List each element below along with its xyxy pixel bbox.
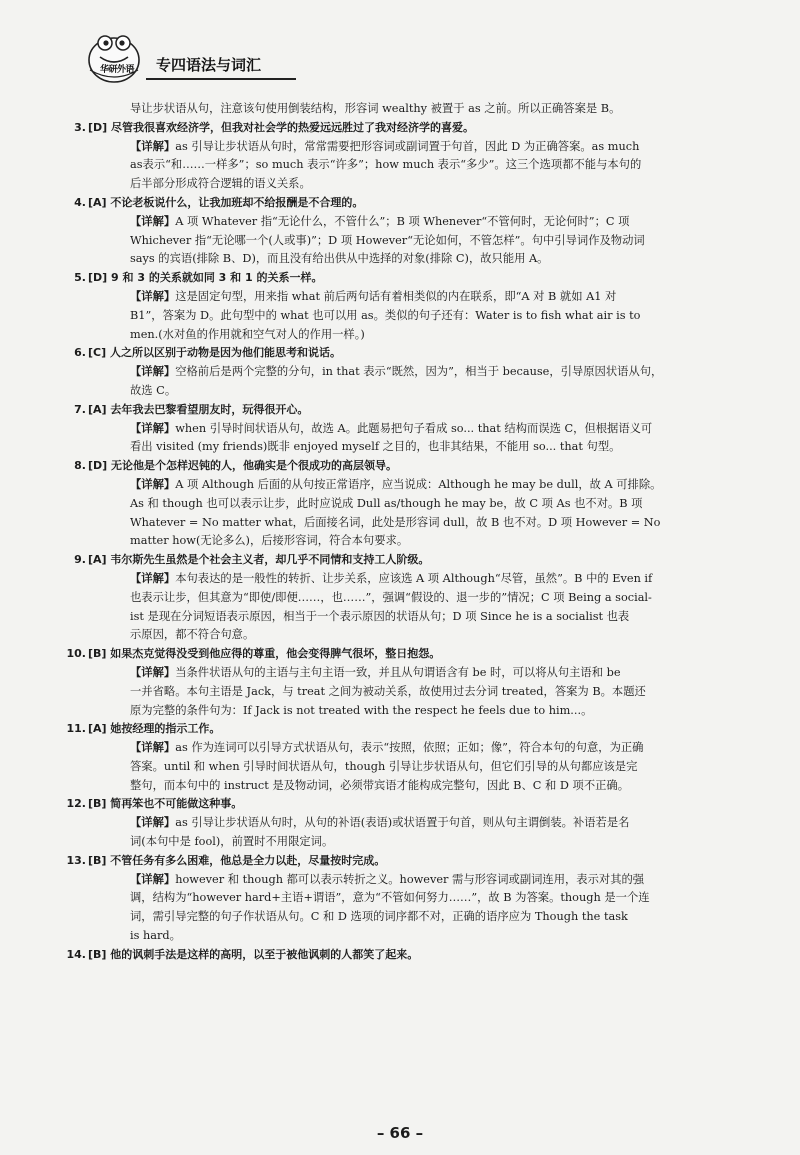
- translation-text: 她按经理的指示工作。: [110, 722, 221, 736]
- question-number: 9.: [74, 553, 86, 567]
- explanation-text: as 引导让步状语从句时，从句的补语(表语)或状语置于句首，则从句主谓倒装。补语若是名: [175, 816, 630, 830]
- explanation-line: [88, 814, 732, 833]
- explanation-label: 【详解】: [130, 289, 176, 303]
- explanation-continuation: 也表示让步，但其意为“即使/即便……，也……”，强调“假设的、退一步的”情况；C 项 Being a social-: [130, 590, 652, 604]
- question-number: 10.: [66, 647, 86, 661]
- explanation-text: however 和 though 都可以表示转折之义。however 需与形容词或副词连用，表示对其的强: [175, 872, 645, 886]
- explanation-continuation: As 和 though 也可以表示让步，此时应说成 Dull as/though he may be，故 C 项 As 也不对。B 项: [130, 496, 643, 510]
- question-answer-line: [74, 344, 732, 363]
- logo-text: 华研外语: [99, 65, 134, 75]
- explanation-label: 【详解】: [130, 571, 176, 585]
- explanation-text: when 引导时间状语从句，故选 A。此题易把句子看成 so... that 结构而误选 C，但根据语义可: [175, 421, 653, 435]
- translation-text: 如果杰克觉得没受到他应得的尊重，他会变得脾气很坏，整日抱怨。: [110, 647, 441, 661]
- explanation-continuation: 后半部分形成符合逻辑的语义关系。: [130, 177, 311, 191]
- question-answer-line: [74, 551, 732, 570]
- question-number: 6.: [74, 346, 86, 360]
- question-number: 14.: [66, 947, 86, 961]
- question-number: 13.: [66, 853, 86, 867]
- explanation-line: [88, 363, 732, 382]
- translation-text: 人之所以区别于动物是因为他们能思考和说话。: [109, 346, 341, 360]
- explanation-line: [88, 739, 732, 758]
- question-number: 8.: [74, 459, 86, 473]
- question-answer-line: [66, 645, 732, 664]
- answer-letter: [B]: [88, 797, 107, 811]
- explanation-text: 当条件状语从句的主语与主句主语一致，并且从句谓语含有 be 时，可以将从句主语和 be: [175, 665, 621, 679]
- explanation-label: 【详解】: [130, 365, 176, 379]
- explanation-continuation: 原为完整的条件句为：If Jack is not treated with the respect he feels due to him...。: [130, 703, 593, 717]
- question-answer-line: [66, 946, 732, 965]
- explanation-line: [88, 138, 732, 157]
- explanation-continuation: ist 是现在分词短语表示原因，相当于一个表示原因的状语从句；D 项 Since he is a socialist 也表: [130, 609, 630, 623]
- explanation-text: as 作为连词可以引导方式状语从句，表示“按照，依照；正如；像”，符合本句的句意，为正确: [175, 741, 644, 755]
- translation-text: 不管任务有多么困难，他总是全力以赴，尽量按时完成。: [110, 853, 386, 867]
- answer-letter: [A]: [88, 402, 107, 416]
- explanation-continuation: 答案。until 和 when 引导时间状语从句，though 引导让步状语从句，但它们引导的从句都应该是完: [130, 759, 638, 773]
- question-answer-line: [74, 269, 732, 288]
- question-answer-line: [66, 852, 732, 871]
- explanation-text: 这是固定句型，用来指 what 前后两句话有着相类似的内在联系，即“A 对 B 就如 A1 对: [175, 289, 617, 303]
- explanation-text: as 引导让步状语从句时，常常需要把形容词或副词置于句首，因此 D 为正确答案。as much: [175, 139, 640, 153]
- explanation-label: 【详解】: [130, 421, 176, 435]
- explanation-continuation: Whichever 指“无论哪一个(人或事)”；D 项 However“无论如何，不管怎样”。句中引导词作及物动词: [130, 233, 645, 247]
- question-number: 12.: [66, 797, 86, 811]
- answer-letter: [B]: [88, 853, 107, 867]
- explanation-continuation: 一并省略。本句主语是 Jack，与 treat 之间为被动关系，故使用过去分词 treated，答案为 B。本题还: [130, 684, 646, 698]
- explanation-continuation: 看出 visited (my friends)既非 enjoyed myself 之目的，也非其结果，不能用 so... that 句型。: [130, 440, 621, 454]
- translation-text: 9 和 3 的关系就如同 3 和 1 的关系一样。: [111, 271, 323, 285]
- explanation-line: [88, 664, 732, 683]
- explanation-continuation: 调，结构为“however hard+主语+谓语”，意为“不管如何努力……”，故 B 为答案。though 是一个连: [130, 891, 650, 905]
- question-answer-line: [74, 457, 732, 476]
- answer-letter: [A]: [88, 722, 107, 736]
- explanation-label: 【详解】: [130, 477, 176, 491]
- translation-text: 简再笨也不可能做这种事。: [110, 797, 243, 811]
- answer-letter: [A]: [88, 195, 107, 209]
- translation-text: 韦尔斯先生虽然是个社会主义者，却几乎不同情和支持工人阶级。: [110, 553, 430, 567]
- header-divider: [146, 78, 296, 80]
- explanation-line: [88, 213, 732, 232]
- explanation-continuation: 词，需引导完整的句子作状语从句。C 和 D 选项的词序都不对，正确的语序应为 Though the task: [130, 910, 628, 924]
- question-number: 11.: [66, 722, 86, 736]
- translation-text: 无论他是个怎样迟钝的人，他确实是个很成功的高层领导。: [111, 459, 398, 473]
- translation-text: 不论老板说什么，让我加班却不给报酬是不合理的。: [110, 195, 364, 209]
- explanation-continuation: B1”，答案为 D。此句型中的 what 也可以用 as。类似的句子还有：Water is to fish what air is to: [130, 308, 641, 322]
- page-header: [86, 24, 296, 88]
- explanation-label: 【详解】: [130, 741, 176, 755]
- explanation-continuation: 词(本句中是 fool)，前置时不用限定词。: [130, 835, 334, 849]
- explanation-line: [88, 288, 732, 307]
- answer-letter: [B]: [88, 647, 107, 661]
- answer-explanations: [66, 100, 732, 965]
- explanation-text: 本句表达的是一般性的转折、让步关系，应该选 A 项 Although“尽管，虽然”。B 中的 Even if: [175, 571, 653, 585]
- question-number: 4.: [74, 195, 86, 209]
- answer-letter: [D]: [88, 459, 108, 473]
- explanation-text: A 项 Whatever 指“无论什么，不管什么”；B 项 Whenever“不管何时，无论何时”；C 项: [175, 214, 630, 228]
- section-title: 专四语法与词汇: [156, 56, 262, 74]
- explanation-text: 空格前后是两个完整的分句，in that 表示“既然，因为”，相当于 because，引导原因状语从句，: [175, 365, 663, 379]
- explanation-continuation: 导让步状语从句，注意该句使用倒装结构，形容词 wealthy 被置于 as 之前。所以正确答案是 B。: [130, 102, 621, 115]
- explanation-label: 【详解】: [130, 816, 176, 830]
- explanation-continuation: 整句，而本句中的 instruct 是及物动词，必须带宾语才能构成完整句，因此 B、C 和 D 项不正确。: [130, 778, 630, 792]
- explanation-continuation: matter how(无论多么)，后接形容词，符合本句要求。: [130, 534, 409, 548]
- explanation-label: 【详解】: [130, 139, 176, 153]
- translation-text: 他的讽刺手法是这样的高明，以至于被他讽刺的人都笑了起来。: [110, 947, 419, 961]
- explanation-line: [88, 570, 732, 589]
- explanation-line: [88, 420, 732, 439]
- explanation-continuation: 故选 C。: [130, 383, 177, 397]
- explanation-line: [88, 871, 732, 890]
- answer-letter: [D]: [88, 120, 108, 134]
- question-answer-line: [74, 401, 732, 420]
- translation-text: 尽管我很喜欢经济学，但我对社会学的热爱远远胜过了我对经济学的喜爱。: [111, 120, 475, 134]
- explanation-text: A 项 Although 后面的从句按正常语序，应当说成：Although he may be dull，故 A 可排除。: [175, 477, 662, 491]
- explanation-label: 【详解】: [130, 872, 176, 886]
- page-number: – 66 –: [376, 1124, 424, 1142]
- question-answer-line: [74, 119, 732, 138]
- answer-letter: [C]: [88, 346, 107, 360]
- answer-letter: [A]: [88, 553, 107, 567]
- explanation-continuation: is hard。: [130, 929, 181, 943]
- explanation-continuation: men.(水对鱼的作用就和空气对人的作用一样。): [130, 327, 365, 341]
- question-number: 7.: [74, 402, 86, 416]
- explanation-label: 【详解】: [130, 665, 176, 679]
- explanation-continuation: says 的宾语(排除 B、D)，而且没有给出供从中选择的对象(排除 C)，故只能用 A。: [130, 252, 549, 266]
- explanation-continuation: Whatever = No matter what，后面接名词，此处是形容词 dull，故 B 也不对。D 项 However = No: [130, 515, 661, 529]
- explanation-continuation: as表示“和……一样多”；so much 表示“许多”；how much 表示“多少”。这三个选项都不能与本句的: [130, 158, 642, 172]
- explanation-continuation: 示原因，都不符合句意。: [130, 628, 255, 642]
- answer-letter: [D]: [88, 271, 108, 285]
- question-answer-line: [66, 720, 732, 739]
- translation-text: 去年我去巴黎看望朋友时，玩得很开心。: [110, 402, 309, 416]
- question-number: 3.: [74, 120, 86, 134]
- frog-logo-icon: [86, 30, 142, 86]
- explanation-label: 【详解】: [130, 214, 176, 228]
- question-number: 5.: [74, 271, 86, 285]
- question-answer-line: [66, 795, 732, 814]
- answer-letter: [B]: [88, 947, 107, 961]
- explanation-line: [88, 476, 732, 495]
- question-answer-line: [74, 194, 732, 213]
